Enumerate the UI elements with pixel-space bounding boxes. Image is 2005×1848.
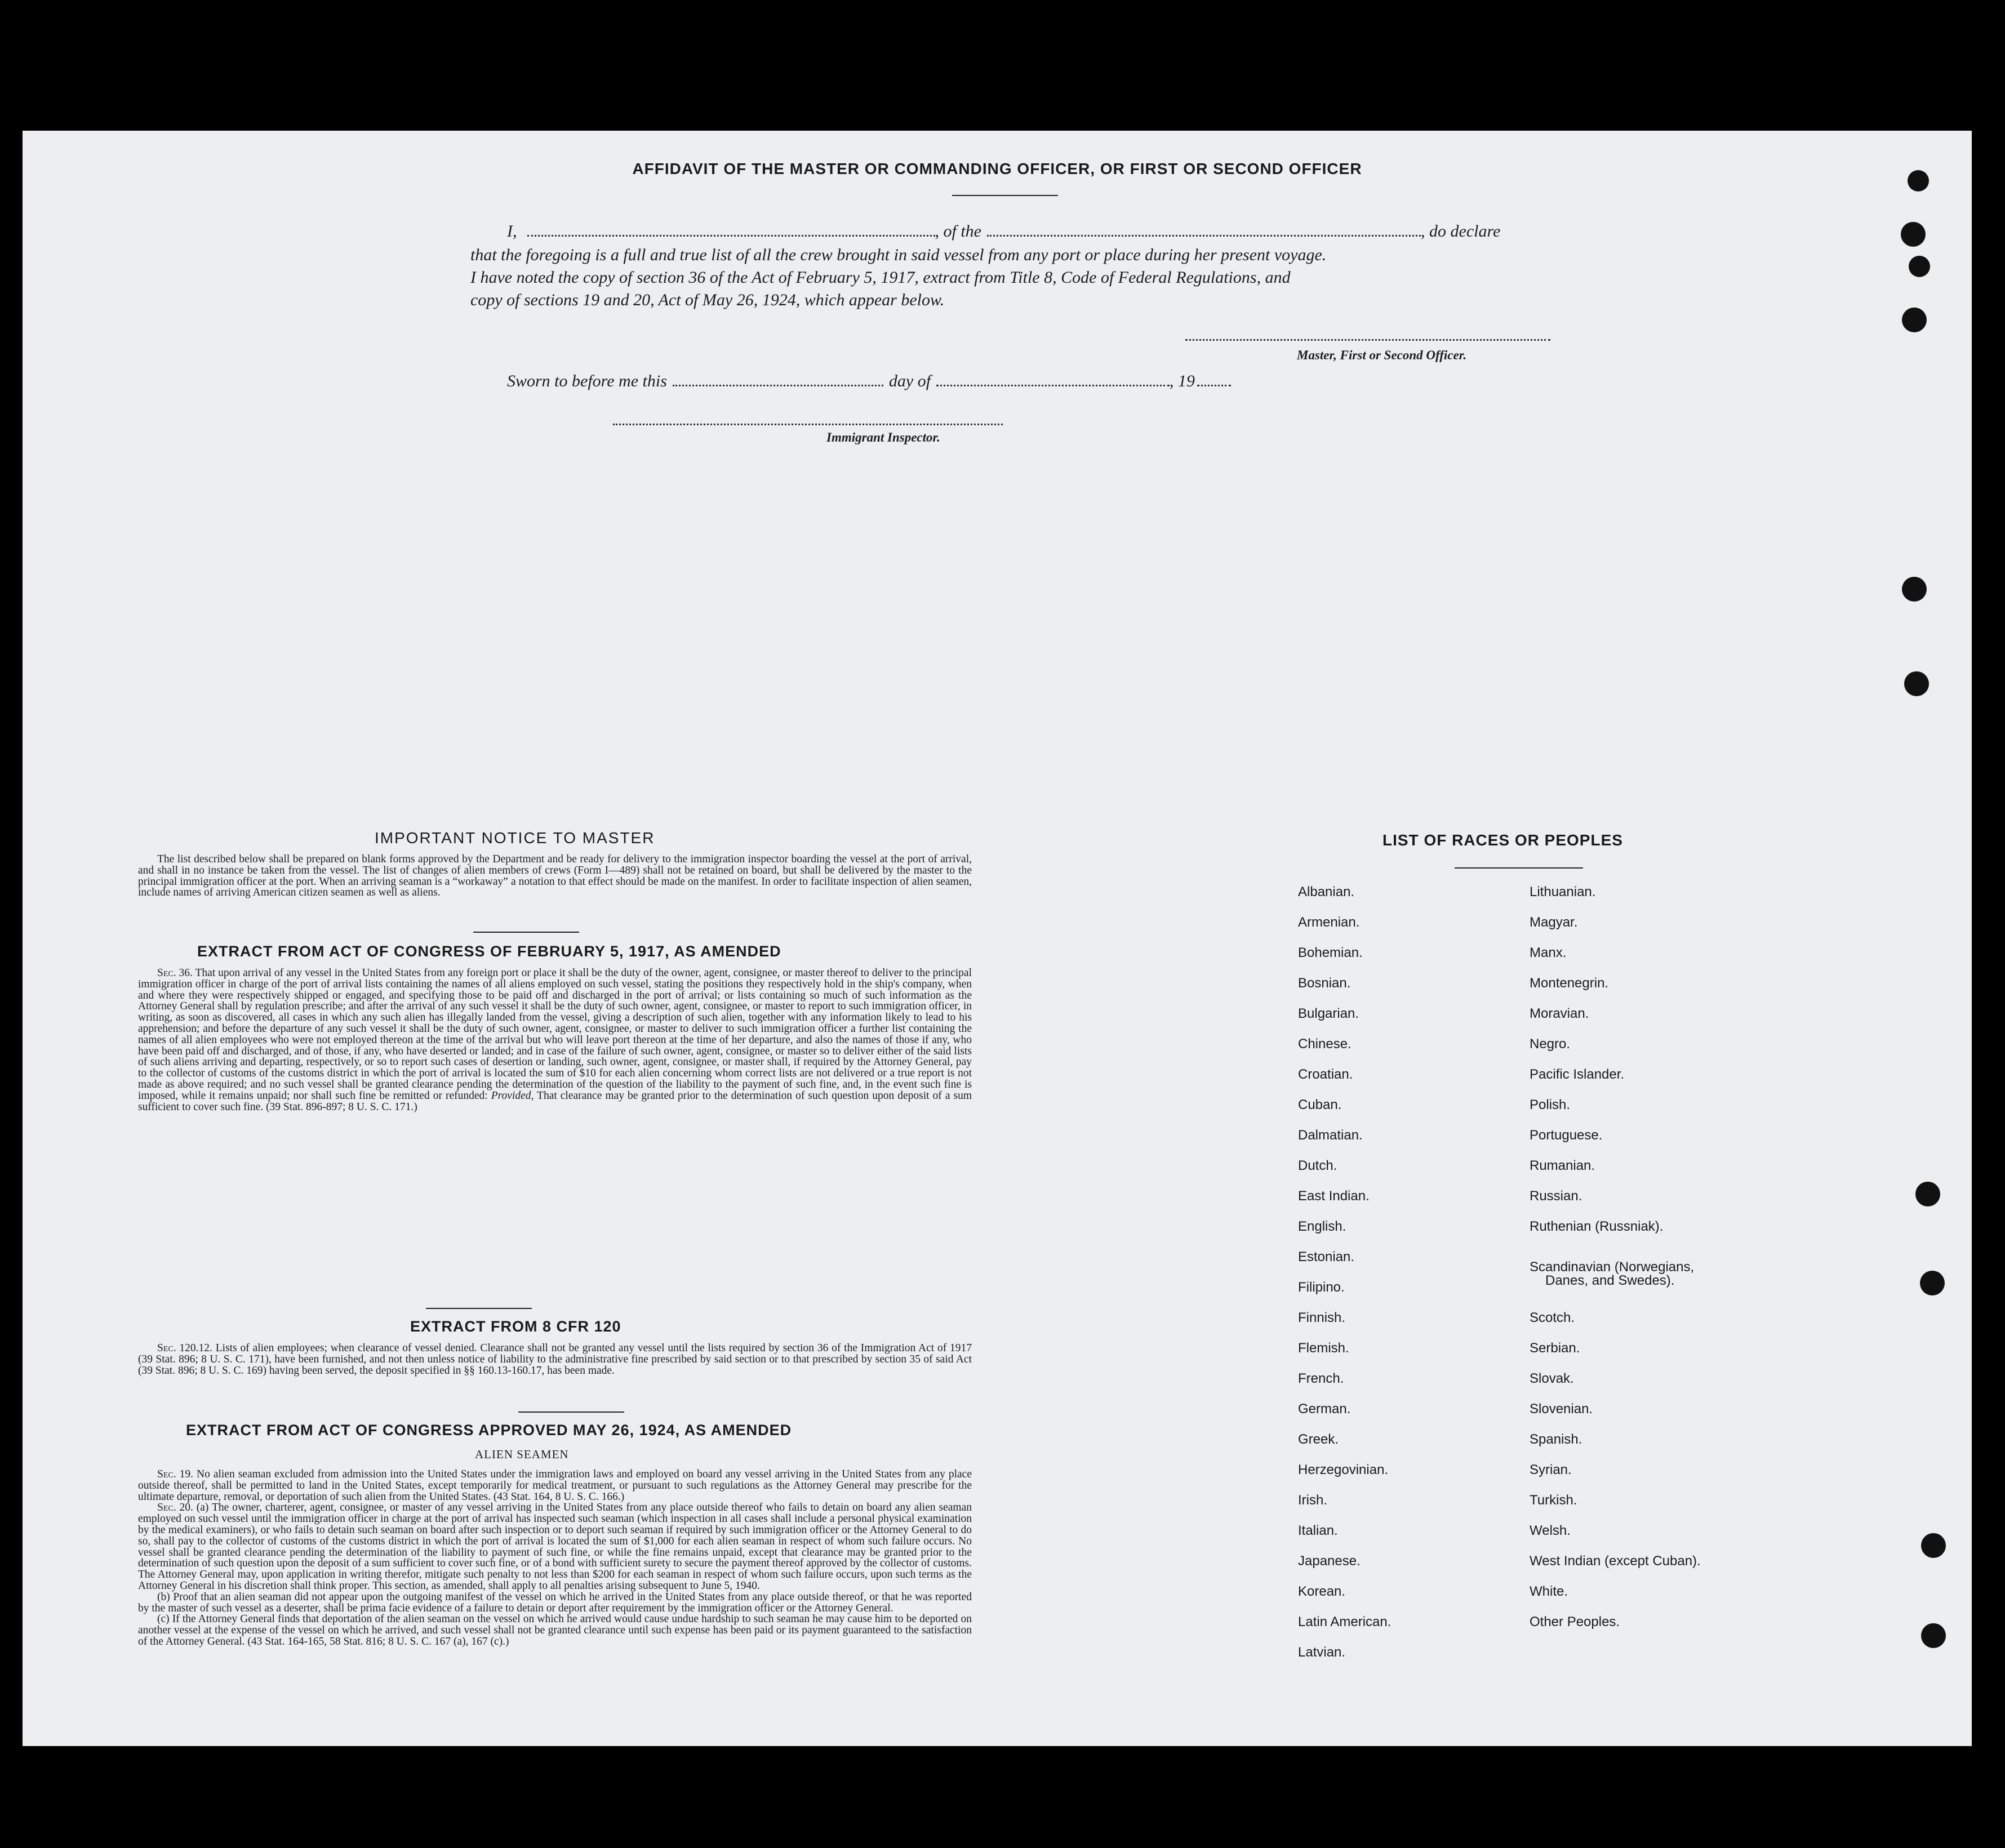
race-item: Slovak. [1530, 1371, 1574, 1386]
race-item: Russian. [1530, 1188, 1582, 1204]
notice-paragraph: The list described below shall be prepared on blank forms approved by the Department and be ready for delivery to the immigration inspector boarding the vessel at the port of arrival, and shall in no instance be taken from the vessel. The list of changes of alien members of crews (Form I—489) shall not be retained on board, but shall be delivered by the master to the principal immigration officer at the port. When an arriving seaman is a “workaway” a notation to that effect should be made on the manifest. In order to facilitate inspection of alien seamen, include names of arriving American citizen seamen as well as aliens. [138, 853, 972, 899]
race-item: Chinese. [1298, 1036, 1352, 1052]
race-item: Bulgarian. [1298, 1006, 1359, 1021]
punch-hole [1920, 1271, 1945, 1295]
extract-1924-title: EXTRACT FROM ACT OF CONGRESS APPROVED MAY 26, 1924, AS AMENDED [186, 1422, 792, 1439]
declaration-line-2: that the foregoing is a full and true list of all the crew brought in said vessel from any port or place during her present voyage. [470, 246, 1327, 264]
race-item: Moravian. [1530, 1006, 1589, 1021]
notice-title: IMPORTANT NOTICE TO MASTER [375, 829, 655, 847]
race-item: Cuban. [1298, 1097, 1342, 1112]
punch-hole [1902, 577, 1927, 602]
divider [473, 932, 579, 933]
punch-hole [1921, 1623, 1946, 1648]
year-label: , 19 [1170, 372, 1195, 390]
race-item: Negro. [1530, 1036, 1571, 1052]
race-item: Serbian. [1530, 1341, 1580, 1356]
race-item: Slovenian. [1530, 1401, 1593, 1417]
sec-36-label: Sec. 36. [157, 967, 193, 979]
sec-36-text: That upon arrival of any vessel in the United States from any foreign port or place it shall be the duty of the owner, agent, consignee, or master thereof to deliver to the principal immigration officer in charge of the port of arrival lists containing the names of all aliens employed on such vessel, stating the positions they respectively hold in the ship's company, when and where they were respectively shipped or engaged, and specifying those to be paid off and discharged in the port of arrival; or lists containing so much of such information as the Attorney General shall by regulation prescribe; and after the arrival of any such vessel it shall be the duty of such owner, agent, consignee, or master to report to such immigration officer, in writing, as soon as discovered, all cases in which any such alien has illegally landed from the vessel, giving a description of such alien, together with any information likely to lead to his apprehension; and before the departure of any such vessel it shall be the duty of such owner, agent, consignee, or master to deliver to such immigration officer a further list containing the names of all alien employees who were not employed thereon at the time of the arrival but who will leave port thereon at the time of her departure, and also the names of those if any, who have been paid off and discharged, and of those, if any, who have deserted or landed; and in case of the failure of such owner, agent, consignee, or master so to deliver either of the said lists of such aliens arriving and departing, respectively, or so to report such cases of desertion or landing, such owner, agent, consignee, or master shall, if required by the Attorney General, pay to the collector of customs of the customs district in which the port of arrival is located the sum of $10 for each alien concerning whom correct lists are not delivered or a true report is not made as above required; and no such vessel shall be granted clearance pending the determination of the question of the liability to the payment of such fine, and, in the event such fine is imposed, while it remains unpaid; nor shall such fine be remitted or refunded: [138, 967, 972, 1102]
race-item: Ruthenian (Russniak). [1530, 1219, 1664, 1234]
declaration-line-4: copy of sections 19 and 20, Act of May 26, 1924, which appear below. [470, 291, 945, 309]
sec-120-label: Sec. 120.12. [157, 1342, 212, 1354]
extract-cfr-text [138, 1343, 972, 1376]
race-item: English. [1298, 1219, 1346, 1234]
race-item: East Indian. [1298, 1188, 1370, 1204]
provided-label: Provided, [491, 1089, 534, 1102]
race-item: Other Peoples. [1530, 1614, 1620, 1629]
race-item: Portuguese. [1530, 1128, 1603, 1143]
affidavit-title: AFFIDAVIT OF THE MASTER OR COMMANDING OFFICER, OR FIRST OR SECOND OFFICER [632, 160, 1362, 177]
i-label: I, [507, 222, 517, 241]
punch-hole [1901, 222, 1926, 247]
extract-cfr-title: EXTRACT FROM 8 CFR 120 [410, 1318, 621, 1335]
sworn-month-field[interactable] [936, 385, 1170, 386]
sworn-year-field[interactable] [1197, 385, 1231, 386]
race-item: Pacific Islander. [1530, 1067, 1625, 1082]
race-item: Estonian. [1298, 1249, 1355, 1264]
divider [518, 1411, 624, 1413]
race-item: Albanian. [1298, 884, 1355, 899]
race-item: Irish. [1298, 1493, 1328, 1508]
race-item: Japanese. [1298, 1553, 1361, 1569]
sworn-line [507, 372, 1231, 391]
race-item: Polish. [1530, 1097, 1571, 1112]
race-item: Lithuanian. [1530, 884, 1596, 899]
race-item: Latin American. [1298, 1614, 1392, 1629]
race-item: Croatian. [1298, 1067, 1353, 1082]
race-item: Rumanian. [1530, 1158, 1595, 1173]
race-item: Scandinavian (Norwegians, [1530, 1259, 1695, 1275]
race-item: Finnish. [1298, 1310, 1346, 1325]
race-item: Magyar. [1530, 915, 1578, 930]
race-item: Syrian. [1530, 1462, 1572, 1477]
document-page [23, 131, 1972, 1746]
sworn-label: Sworn to before me this [507, 372, 667, 390]
race-item: German. [1298, 1401, 1351, 1417]
punch-hole [1909, 256, 1930, 277]
race-item: White. [1530, 1584, 1568, 1599]
races-title-underline [1455, 867, 1583, 869]
extract-1917-text [138, 968, 972, 1112]
race-item: Bohemian. [1298, 945, 1363, 960]
notice-text [138, 854, 972, 898]
race-item: Herzegovinian. [1298, 1462, 1389, 1477]
race-item: Italian. [1298, 1523, 1338, 1538]
sec-20a-text: (a) The owner, charterer, agent, consignee, or master of any vessel arriving in the United States from any place outside thereof who fails to detain on board any alien seaman employed on such vessel until the immigration officer in charge at the port of arrival has inspected such seaman (which inspection in all cases shall include a personal physical examination by the medical examiners), or who fails to detain such seaman on board after such inspection or to deport such seaman if required by such immigration officer or the Attorney General to do so, shall pay to the collector of customs of the customs district in which the port of arrival is located the sum of $1,000 for each alien seaman in respect of whom such failure occurs. No vessel shall be granted clearance pending the determination of the liability to payment of such fine, or while the fine remains unpaid, except that clearance may be granted prior to the determination of such question upon the deposit of a sum sufficient to cover such fine, or of a bond with sufficient surety to secure the payment thereof approved by the collector of customs. The Attorney General may, upon application in writing therefor, mitigate such penalty to not less than $200 for each seaman in respect of whom such failure occurs, upon such terms as the Attorney General in his discretion shall think proper. This section, as amended, shall apply to all penalties arising subsequent to June 5, 1940. [138, 1502, 972, 1592]
race-item: Montenegrin. [1530, 976, 1609, 991]
sec-20-label: Sec. 20. [157, 1502, 193, 1514]
sec-36-text-end: That clearance may be granted prior to the determination of such question upon deposit of a sum sufficient to cover such fine. (39 Stat. 896-897; 8 U. S. C. 171.) [138, 1089, 972, 1113]
extract-1924-text [138, 1469, 972, 1647]
race-item: Danes, and Swedes). [1545, 1273, 1675, 1288]
sec-120-text: Lists of alien employees; when clearance of vessel denied. Clearance shall not be granted any vessel until the lists required by section 36 of the Immigration Act of 1917 (39 Stat. 896; 8 U. S. C. 171), have been furnished, and not then unless notice of liability to the administrative fine prescribed by said section or to that prescribed by section 35 of said Act (39 Stat. 896; 8 U. S. C. 169) having been served, the deposit specified in §§ 160.13-160.17, has been made. [138, 1342, 972, 1377]
inspector-label: Immigrant Inspector. [826, 430, 940, 444]
race-item: Welsh. [1530, 1523, 1571, 1538]
race-item: Flemish. [1298, 1341, 1349, 1356]
sec-19-label: Sec. 19. [157, 1468, 193, 1480]
sworn-day-field[interactable] [673, 385, 883, 386]
master-signature-field[interactable] [1185, 339, 1550, 341]
declarant-name-field[interactable] [527, 235, 935, 237]
races-title: LIST OF RACES OR PEOPLES [1382, 831, 1623, 849]
sec-19-text: No alien seaman excluded from admission into the United States under the immigration laws and employed on board any vessel arriving in the United States from any place outside thereof, shall be permitted to land in the United States, except temporarily for medical treatment, or pursuant to such regulations as the Attorney General may prescribe for the ultimate departure, removal, or deportation of such alien from the United States. (43 Stat. 164, 8 U. S. C. 166.) [138, 1468, 972, 1503]
race-item: Filipino. [1298, 1280, 1345, 1295]
extract-1917-title: EXTRACT FROM ACT OF CONGRESS OF FEBRUARY 5, 1917, AS AMENDED [197, 943, 781, 960]
race-item: Bosnian. [1298, 976, 1351, 991]
race-item: Scotch. [1530, 1310, 1575, 1325]
race-item: Turkish. [1530, 1493, 1577, 1508]
race-item: Spanish. [1530, 1432, 1582, 1447]
race-item: Armenian. [1298, 915, 1360, 930]
race-item: Manx. [1530, 945, 1567, 960]
title-underline [952, 195, 1058, 196]
declaration-line-1 [507, 222, 1577, 241]
vessel-name-field[interactable] [987, 235, 1421, 237]
sec-20b-text: (b) Proof that an alien seaman did not appear upon the outgoing manifest of the vessel on which he arrived in the United States from any place outside thereof, or that he was reported by the master of such vessel as a deserter, shall be prima facie evidence of a failure to detain or deport after requirement by the immigration officer or the Attorney General. [138, 1591, 972, 1614]
punch-hole [1915, 1182, 1940, 1206]
race-item: West Indian (except Cuban). [1530, 1553, 1701, 1569]
sec-20c-text: (c) If the Attorney General finds that deportation of the alien seaman on the vessel on which he arrived would cause undue hardship to such seaman he may cause him to be deported on another vessel at the expense of the vessel on which he arrived, and such vessel shall not be granted clearance until such expense has been paid or its payment guaranteed to the satisfaction of the Attorney General. (43 Stat. 164-165, 58 Stat. 816; 8 U. S. C. 167 (a), 167 (c).) [138, 1613, 972, 1647]
punch-hole [1921, 1533, 1946, 1558]
race-item: Dalmatian. [1298, 1128, 1363, 1143]
punch-hole [1902, 308, 1927, 332]
master-signature-label: Master, First or Second Officer. [1297, 348, 1467, 362]
of-the-label: , of the [935, 222, 981, 241]
alien-seamen-subtitle: ALIEN SEAMEN [475, 1448, 569, 1461]
divider [426, 1308, 532, 1309]
race-item: Greek. [1298, 1432, 1339, 1447]
inspector-signature-field[interactable] [613, 424, 1003, 425]
race-item: Korean. [1298, 1584, 1346, 1599]
do-declare-label: , do declare [1421, 222, 1501, 241]
race-item: Dutch. [1298, 1158, 1337, 1173]
declaration-line-3: I have noted the copy of section 36 of the Act of February 5, 1917, extract from Title 8, Code of Federal Regulations, and [470, 268, 1291, 287]
day-of-label: day of [888, 372, 931, 390]
race-item: Latvian. [1298, 1645, 1346, 1660]
race-item: French. [1298, 1371, 1344, 1386]
punch-hole [1904, 671, 1929, 696]
